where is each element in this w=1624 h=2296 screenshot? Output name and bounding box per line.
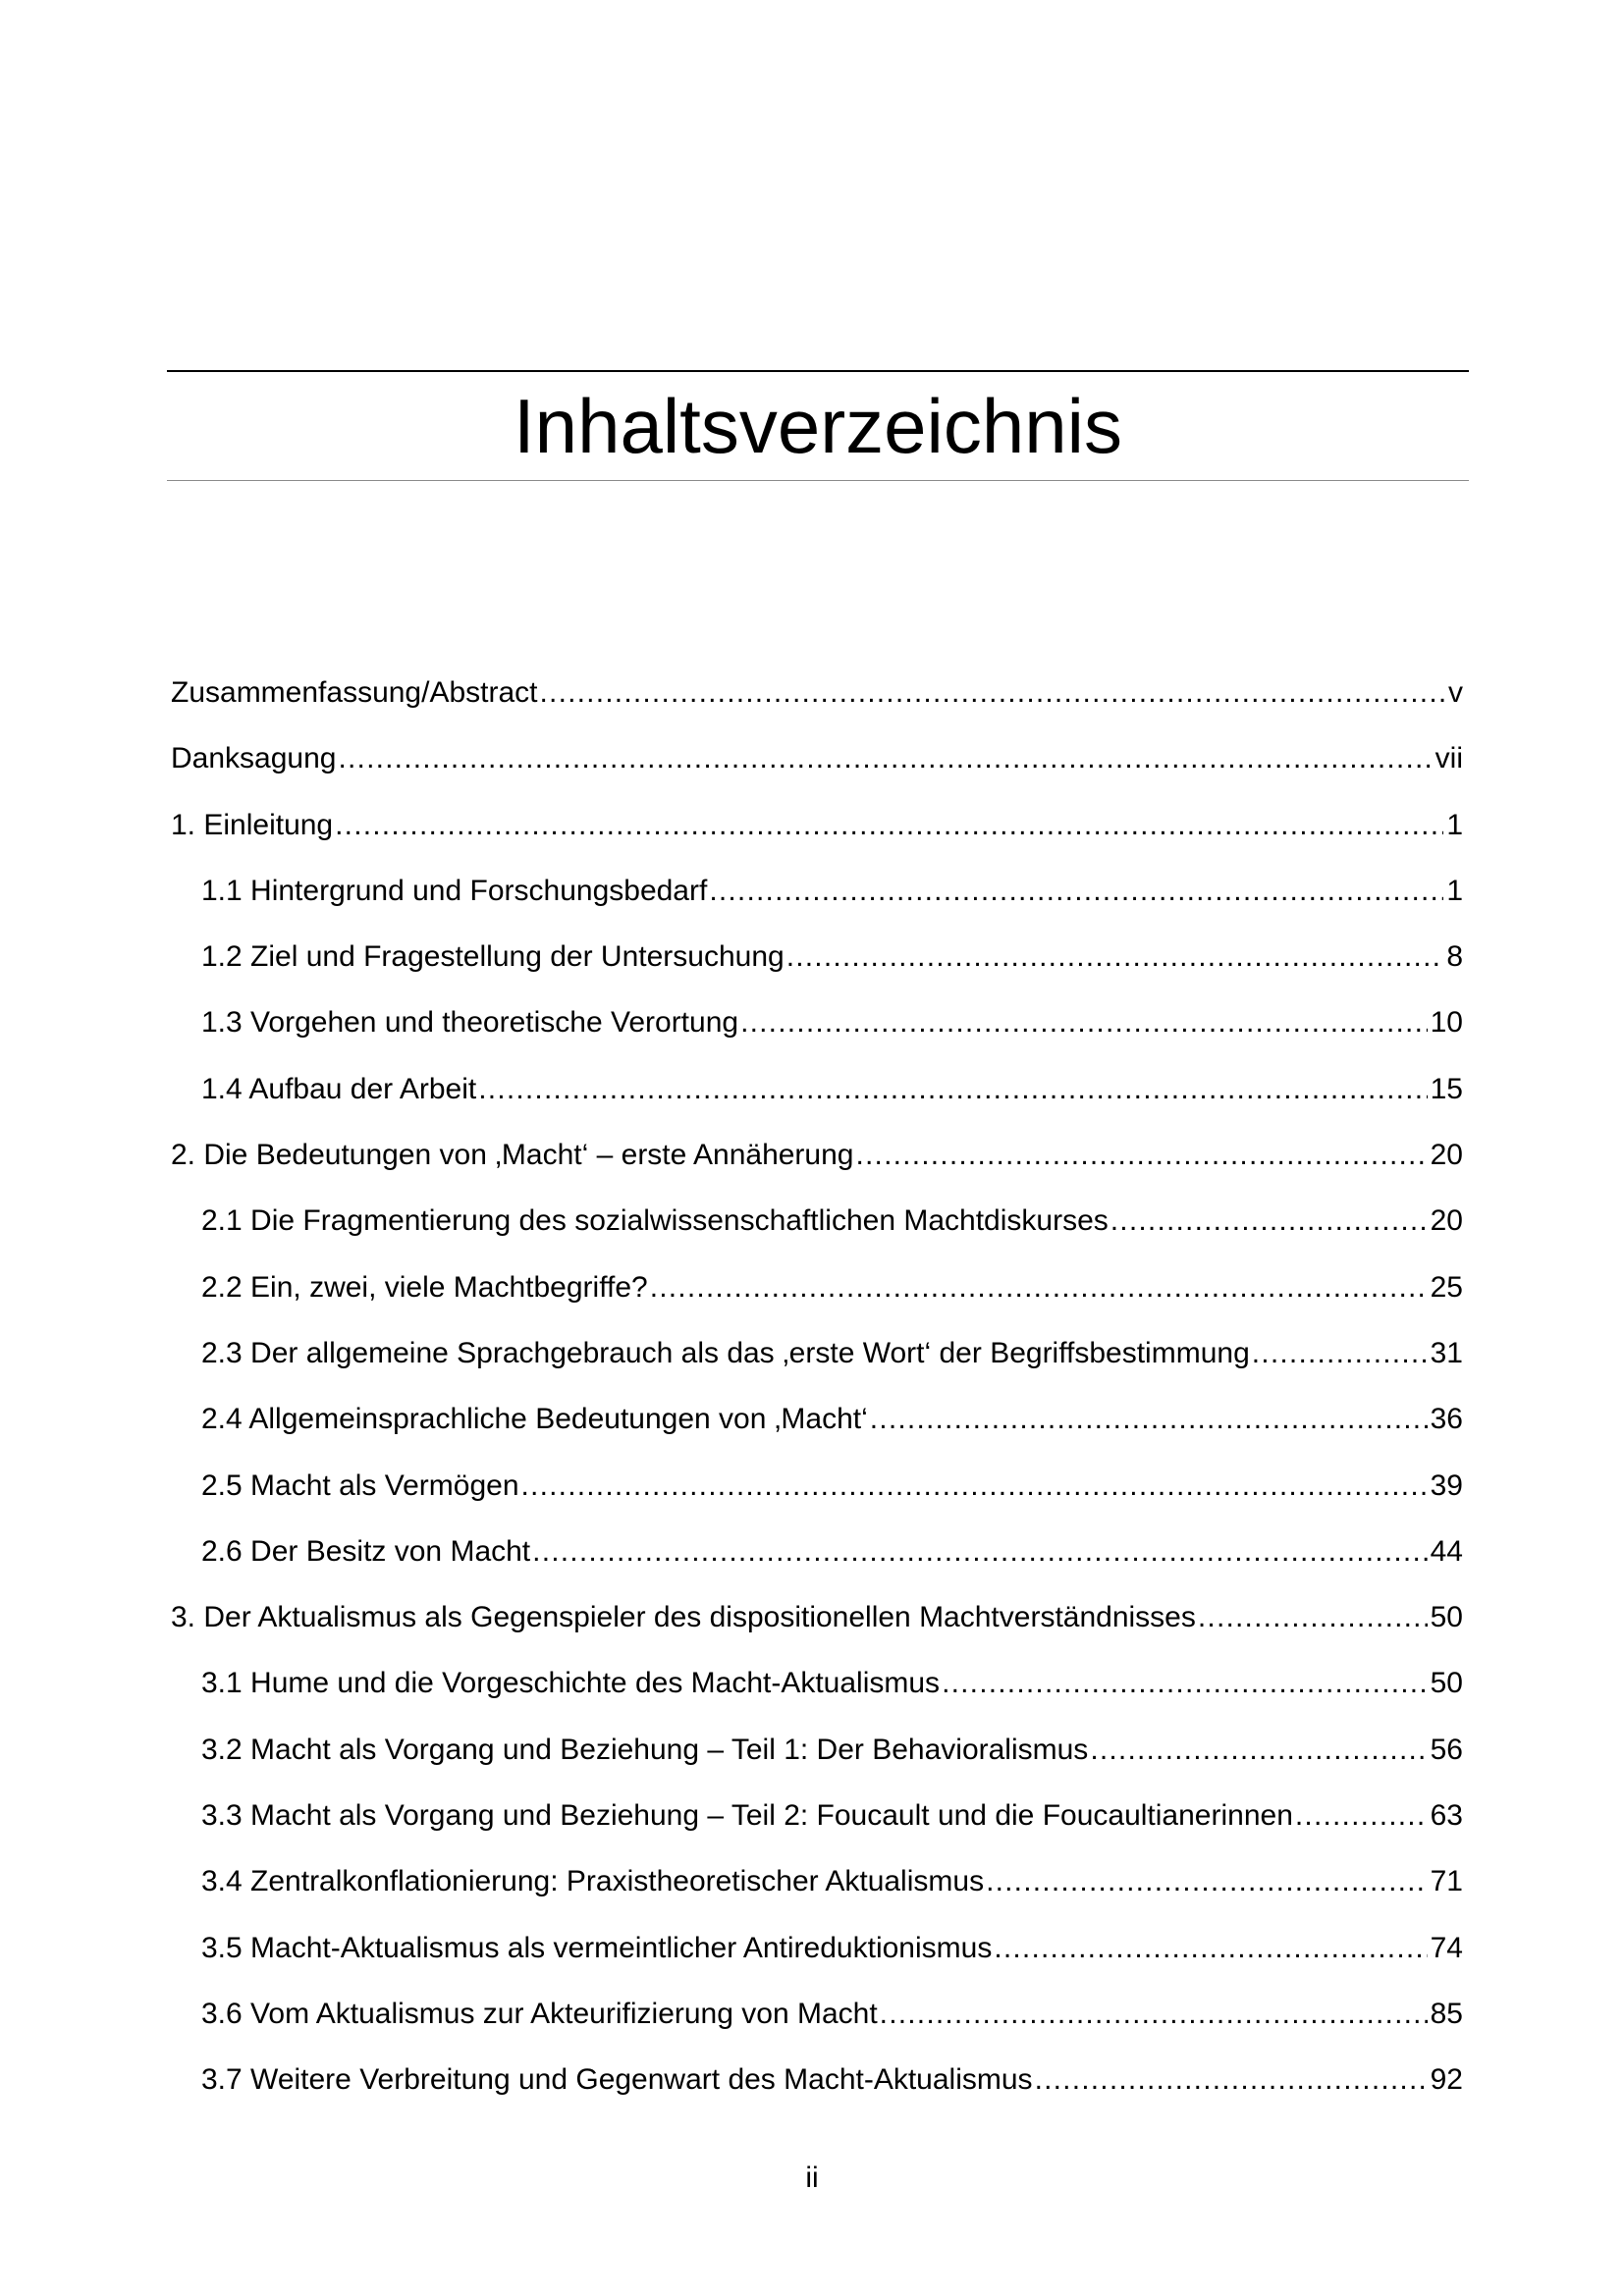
toc-dot-leader <box>1295 1795 1428 1837</box>
toc-dot-leader <box>650 1267 1428 1308</box>
title-rule-top <box>167 370 1469 372</box>
toc-entry-label: 3.7 Weitere Verbreitung und Gegenwart des Macht-Aktualismus <box>201 2063 1033 2097</box>
toc-entry-label: 2.6 Der Besitz von Macht <box>201 1534 531 1568</box>
toc-entry[interactable] <box>171 1069 1463 1135</box>
toc-dot-leader <box>1090 1730 1427 1771</box>
toc-entry-page: 20 <box>1430 1204 1463 1238</box>
toc-entry[interactable] <box>171 1002 1463 1068</box>
toc-entry[interactable] <box>171 1466 1463 1531</box>
toc-dot-leader <box>540 672 1446 714</box>
toc-entry-page: 50 <box>1430 1667 1463 1700</box>
toc-dot-leader <box>532 1531 1427 1573</box>
toc-entry-label: 3.1 Hume und die Vorgeschichte des Macht-Aktualismus <box>201 1667 941 1700</box>
toc-entry-page: 92 <box>1430 2063 1463 2097</box>
toc-entry-page: 56 <box>1430 1733 1463 1766</box>
toc-dot-leader <box>521 1466 1428 1507</box>
toc-entry[interactable] <box>171 1663 1463 1729</box>
toc-entry[interactable] <box>171 738 1463 804</box>
toc-entry-label: 1.4 Aufbau der Arbeit <box>201 1072 477 1105</box>
toc-entry-label: 2.4 Allgemeinsprachliche Bedeutungen von ‚Macht‘ <box>201 1403 868 1436</box>
toc-entry[interactable] <box>171 871 1463 936</box>
toc-entry[interactable] <box>171 1267 1463 1333</box>
page-number: ii <box>805 2162 819 2194</box>
toc-entry-label: 1.2 Ziel und Fragestellung der Untersuchung <box>201 940 785 974</box>
toc-entry-page: 44 <box>1430 1534 1463 1568</box>
table-of-contents <box>171 672 1463 2126</box>
toc-entry-page: 8 <box>1446 940 1463 974</box>
toc-entry-page: 85 <box>1430 1997 1463 2030</box>
toc-entry[interactable] <box>171 1861 1463 1927</box>
page-title: Inhaltsverzeichnis <box>514 383 1122 469</box>
toc-entry-label: 2.5 Macht als Vermögen <box>201 1468 519 1502</box>
toc-dot-leader <box>870 1399 1428 1440</box>
toc-entry-page: 71 <box>1430 1865 1463 1898</box>
toc-entry-page: 20 <box>1430 1139 1463 1172</box>
toc-entry-label: 3.6 Vom Aktualismus zur Akteurifizierung von Macht <box>201 1997 878 2030</box>
toc-dot-leader <box>942 1663 1428 1704</box>
toc-entry-label: 3. Der Aktualismus als Gegenspieler des dispositionellen Machtverständnisses <box>171 1601 1196 1634</box>
toc-dot-leader <box>986 1861 1428 1902</box>
toc-entry-label: 1.3 Vorgehen und theoretische Verortung <box>201 1006 739 1040</box>
toc-entry-page: vii <box>1435 742 1463 775</box>
toc-dot-leader <box>335 805 1443 846</box>
toc-entry[interactable] <box>171 1201 1463 1266</box>
toc-entry-label: 3.3 Macht als Vorgang und Beziehung – Teil 2: Foucault und die Foucaultianerinnen <box>201 1799 1293 1833</box>
toc-dot-leader <box>709 871 1443 912</box>
toc-entry[interactable] <box>171 1135 1463 1201</box>
toc-dot-leader <box>1035 2059 1428 2101</box>
toc-entry-page: 63 <box>1430 1799 1463 1833</box>
toc-dot-leader <box>880 1994 1428 2035</box>
toc-entry-label: 2. Die Bedeutungen von ‚Macht‘ – erste Annäherung <box>171 1139 854 1172</box>
toc-dot-leader <box>994 1928 1427 1969</box>
toc-entry[interactable] <box>171 1531 1463 1597</box>
toc-entry-page: 1 <box>1446 874 1463 907</box>
toc-entry[interactable] <box>171 1795 1463 1861</box>
toc-entry-page: 15 <box>1430 1072 1463 1105</box>
toc-entry-label: 2.2 Ein, zwei, viele Machtbegriffe? <box>201 1270 648 1304</box>
toc-entry-label: 3.4 Zentralkonflationierung: Praxistheoretischer Aktualismus <box>201 1865 985 1898</box>
toc-entry[interactable] <box>171 805 1463 871</box>
toc-entry-page: 50 <box>1430 1601 1463 1634</box>
toc-entry[interactable] <box>171 1730 1463 1795</box>
toc-dot-leader <box>855 1135 1427 1176</box>
toc-entry-page: v <box>1448 676 1463 709</box>
toc-dot-leader <box>740 1002 1428 1043</box>
toc-entry[interactable] <box>171 1994 1463 2059</box>
toc-entry-label: Danksagung <box>171 742 337 775</box>
toc-entry-page: 25 <box>1430 1270 1463 1304</box>
toc-entry-label: 2.1 Die Fragmentierung des sozialwissenschaftlichen Machtdiskurses <box>201 1204 1109 1238</box>
toc-entry-label: 3.5 Macht-Aktualismus als vermeintlicher Antireduktionismus <box>201 1931 993 1964</box>
toc-entry-page: 36 <box>1430 1403 1463 1436</box>
toc-entry-label: 2.3 Der allgemeine Sprachgebrauch als das ‚erste Wort‘ der Begriffsbestimmung <box>201 1336 1250 1369</box>
toc-entry-label: 1.1 Hintergrund und Forschungsbedarf <box>201 874 708 907</box>
toc-entry[interactable] <box>171 672 1463 738</box>
toc-dot-leader <box>1198 1597 1428 1638</box>
toc-entry[interactable] <box>171 1928 1463 1994</box>
toc-entry[interactable] <box>171 1399 1463 1465</box>
toc-entry-label: 1. Einleitung <box>171 808 334 841</box>
toc-entry[interactable] <box>171 1597 1463 1663</box>
toc-dot-leader <box>1110 1201 1428 1242</box>
toc-entry[interactable] <box>171 936 1463 1002</box>
toc-dot-leader <box>786 936 1444 978</box>
toc-entry-page: 31 <box>1430 1336 1463 1369</box>
toc-entry[interactable] <box>171 2059 1463 2125</box>
toc-entry-page: 39 <box>1430 1468 1463 1502</box>
title-rule-bottom <box>167 480 1469 481</box>
toc-dot-leader <box>338 738 1432 779</box>
toc-dot-leader <box>1252 1333 1428 1374</box>
toc-entry-label: 3.2 Macht als Vorgang und Beziehung – Teil 1: Der Behavioralismus <box>201 1733 1089 1766</box>
toc-entry-page: 74 <box>1430 1931 1463 1964</box>
toc-entry-page: 10 <box>1430 1006 1463 1040</box>
toc-entry-label: Zusammenfassung/Abstract <box>171 676 538 709</box>
toc-entry[interactable] <box>171 1333 1463 1399</box>
toc-entry-page: 1 <box>1446 808 1463 841</box>
toc-dot-leader <box>478 1069 1427 1110</box>
